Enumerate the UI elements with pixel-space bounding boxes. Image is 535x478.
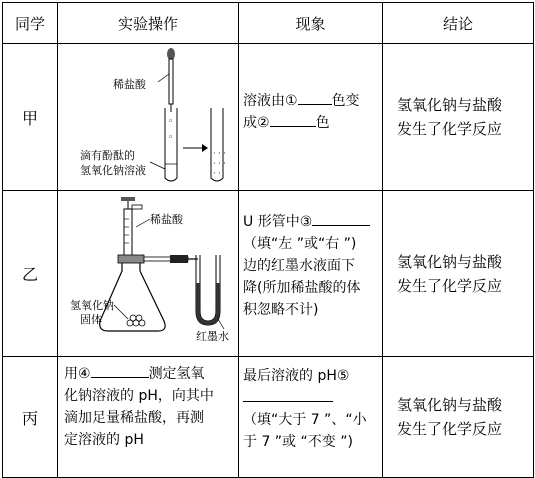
obs-text: 于 7 ”或 “不变 ”)	[243, 434, 353, 450]
label-naoh-solid: 氢氧化钠	[70, 299, 114, 312]
obs-text: 边的红墨水液面下	[243, 258, 355, 274]
obs-text: 积忽略不计)	[243, 302, 319, 318]
op-text: 滴加足量稀盐酸，再测	[64, 410, 204, 426]
conclusion-line: 发生了化学反应	[397, 120, 503, 138]
header-conclusion: 结论	[383, 3, 534, 44]
student-name: 乙	[3, 191, 58, 357]
obs-text: 色	[315, 115, 330, 131]
op-text: 用④	[64, 366, 91, 382]
blank-4[interactable]	[91, 363, 149, 378]
obs-text: 溶液由①	[243, 93, 298, 109]
label-phenolphthalein: 滴有酚酞的	[80, 149, 135, 162]
observation-jia	[239, 44, 383, 191]
conclusion-yi	[383, 191, 534, 357]
blank-2[interactable]	[270, 112, 316, 127]
blank-3[interactable]	[312, 211, 370, 226]
label-naoh-solution: 氢氧化钠溶液	[80, 164, 146, 177]
op-text: 测定氢氧	[148, 366, 205, 382]
conclusion-line: 发生了化学反应	[397, 276, 503, 295]
label-solid: 固体	[80, 313, 102, 326]
observation-yi	[239, 191, 383, 357]
row-bing	[3, 357, 534, 478]
obs-text: U 形管中③	[243, 214, 313, 230]
op-text: 定溶液的 pH	[64, 432, 144, 448]
svg-text:· ·: · ·	[213, 169, 221, 178]
header-student: 同学	[3, 3, 58, 44]
label-red-ink: 红墨水	[196, 330, 229, 343]
figure-jia	[58, 44, 239, 191]
conclusion-line: 氢氧化钠与盐酸	[397, 96, 503, 114]
svg-text:◦: ◦	[168, 133, 174, 143]
row-jia	[3, 44, 534, 191]
student-name: 甲	[3, 44, 58, 191]
row-yi	[3, 191, 534, 357]
blank-1[interactable]	[298, 90, 332, 105]
op-text: 化钠溶液的 pH，向其中	[64, 388, 214, 404]
conclusion-line: 氢氧化钠与盐酸	[397, 396, 503, 414]
obs-text: （填“左 ”或“右 ”)	[243, 236, 357, 252]
observation-bing	[239, 357, 383, 478]
conclusion-line: 发生了化学反应	[397, 420, 503, 438]
blank-5[interactable]	[243, 387, 333, 402]
experiment-table	[2, 2, 534, 478]
obs-text: 最后溶液的 pH⑤	[243, 368, 350, 384]
conclusion-line: 氢氧化钠与盐酸	[397, 252, 503, 271]
label-dilute-hcl: 稀盐酸	[113, 78, 146, 91]
conclusion-bing	[383, 357, 534, 478]
obs-text: 色变	[331, 93, 360, 109]
header-row	[3, 3, 534, 44]
header-operation: 实验操作	[58, 3, 239, 44]
obs-text: 降(所加稀盐酸的体	[243, 280, 361, 296]
svg-text:· · ·: · · ·	[213, 159, 226, 168]
conclusion-jia	[383, 44, 534, 191]
svg-text:· · ·: · · ·	[213, 149, 226, 158]
operation-bing	[58, 357, 239, 478]
label-dilute-hcl: 稀盐酸	[150, 213, 183, 226]
svg-text:◦: ◦	[168, 117, 174, 127]
obs-text: （填“大于 7 ”、“小	[243, 412, 367, 428]
figure-yi	[58, 191, 239, 357]
student-name: 丙	[3, 357, 58, 478]
obs-text: 成②	[243, 115, 270, 131]
header-observation: 现象	[239, 3, 383, 44]
